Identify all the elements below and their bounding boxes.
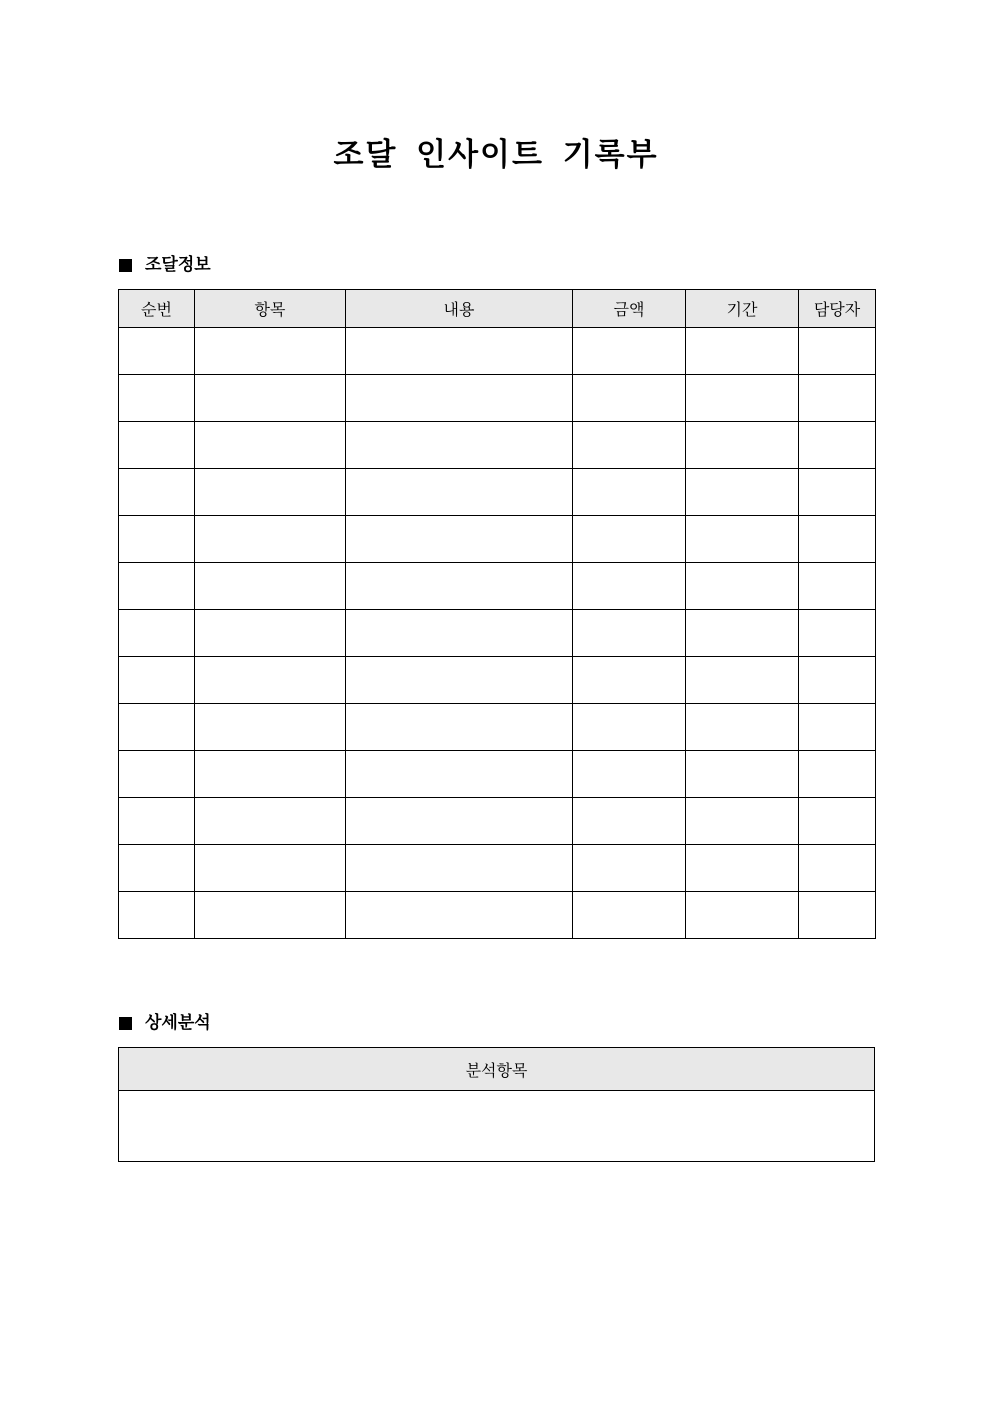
cell-period[interactable] (686, 845, 799, 892)
square-bullet-icon (119, 1017, 132, 1030)
cell-item[interactable] (195, 892, 346, 939)
column-header-item: 항목 (195, 290, 346, 328)
cell-number[interactable] (119, 610, 195, 657)
cell-manager[interactable] (799, 751, 876, 798)
table-row (119, 1091, 875, 1162)
cell-content[interactable] (346, 845, 573, 892)
cell-period[interactable] (686, 892, 799, 939)
cell-period[interactable] (686, 704, 799, 751)
detail-analysis-table (118, 1047, 875, 1162)
cell-item[interactable] (195, 751, 346, 798)
cell-amount[interactable] (573, 422, 686, 469)
table-row (119, 422, 876, 469)
cell-manager[interactable] (799, 516, 876, 563)
cell-amount[interactable] (573, 328, 686, 375)
cell-amount[interactable] (573, 751, 686, 798)
table-header-row (119, 1048, 875, 1091)
cell-number[interactable] (119, 563, 195, 610)
table-row (119, 892, 876, 939)
cell-item[interactable] (195, 328, 346, 375)
cell-amount[interactable] (573, 657, 686, 704)
cell-amount[interactable] (573, 375, 686, 422)
procurement-info-body (119, 328, 876, 939)
cell-manager[interactable] (799, 704, 876, 751)
cell-content[interactable] (346, 422, 573, 469)
cell-period[interactable] (686, 469, 799, 516)
cell-number[interactable] (119, 751, 195, 798)
cell-number[interactable] (119, 892, 195, 939)
cell-period[interactable] (686, 563, 799, 610)
cell-manager[interactable] (799, 328, 876, 375)
procurement-info-table (118, 289, 876, 939)
cell-item[interactable] (195, 469, 346, 516)
cell-content[interactable] (346, 516, 573, 563)
cell-period[interactable] (686, 610, 799, 657)
cell-amount[interactable] (573, 845, 686, 892)
cell-item[interactable] (195, 422, 346, 469)
cell-manager[interactable] (799, 422, 876, 469)
cell-amount[interactable] (573, 516, 686, 563)
cell-item[interactable] (195, 657, 346, 704)
cell-period[interactable] (686, 516, 799, 563)
cell-manager[interactable] (799, 375, 876, 422)
cell-content[interactable] (346, 469, 573, 516)
table-row (119, 610, 876, 657)
column-header-analysis-item: 분석항목 (119, 1048, 875, 1091)
cell-manager[interactable] (799, 469, 876, 516)
cell-content[interactable] (346, 751, 573, 798)
table-row (119, 751, 876, 798)
cell-period[interactable] (686, 657, 799, 704)
column-header-amount: 금액 (573, 290, 686, 328)
column-header-number: 순번 (119, 290, 195, 328)
cell-item[interactable] (195, 704, 346, 751)
cell-manager[interactable] (799, 845, 876, 892)
column-header-period: 기간 (686, 290, 799, 328)
cell-item[interactable] (195, 375, 346, 422)
cell-amount[interactable] (573, 798, 686, 845)
cell-content[interactable] (346, 328, 573, 375)
cell-content[interactable] (346, 657, 573, 704)
table-row (119, 328, 876, 375)
table-row (119, 469, 876, 516)
table-row (119, 516, 876, 563)
cell-number[interactable] (119, 375, 195, 422)
cell-period[interactable] (686, 798, 799, 845)
cell-item[interactable] (195, 516, 346, 563)
cell-item[interactable] (195, 610, 346, 657)
square-bullet-icon (119, 259, 132, 272)
cell-number[interactable] (119, 422, 195, 469)
cell-number[interactable] (119, 704, 195, 751)
table-row (119, 563, 876, 610)
cell-content[interactable] (346, 704, 573, 751)
column-header-content: 내용 (346, 290, 573, 328)
cell-amount[interactable] (573, 469, 686, 516)
cell-manager[interactable] (799, 563, 876, 610)
cell-content[interactable] (346, 610, 573, 657)
table-row (119, 657, 876, 704)
cell-item[interactable] (195, 563, 346, 610)
cell-manager[interactable] (799, 798, 876, 845)
section-heading-label: 상세분석 (145, 1013, 211, 1033)
cell-item[interactable] (195, 845, 346, 892)
section-heading-procurement (119, 254, 211, 276)
cell-amount[interactable] (573, 704, 686, 751)
cell-amount[interactable] (573, 563, 686, 610)
cell-content[interactable] (346, 798, 573, 845)
cell-period[interactable] (686, 422, 799, 469)
table-row (119, 375, 876, 422)
cell-number[interactable] (119, 657, 195, 704)
cell-item[interactable] (195, 798, 346, 845)
table-row (119, 798, 876, 845)
page-title: 조달 인사이트 기록부 (333, 137, 659, 173)
cell-manager[interactable] (799, 657, 876, 704)
cell-number[interactable] (119, 469, 195, 516)
cell-content[interactable] (346, 563, 573, 610)
section-heading-label: 조달정보 (145, 255, 211, 275)
cell-manager[interactable] (799, 892, 876, 939)
analysis-content-cell[interactable] (119, 1091, 875, 1162)
cell-number[interactable] (119, 328, 195, 375)
cell-content[interactable] (346, 892, 573, 939)
cell-period[interactable] (686, 375, 799, 422)
table-row (119, 704, 876, 751)
cell-amount[interactable] (573, 610, 686, 657)
section-heading-analysis (119, 1012, 211, 1034)
cell-number[interactable] (119, 798, 195, 845)
cell-amount[interactable] (573, 892, 686, 939)
cell-number[interactable] (119, 516, 195, 563)
cell-period[interactable] (686, 751, 799, 798)
cell-content[interactable] (346, 375, 573, 422)
column-header-manager: 담당자 (799, 290, 876, 328)
cell-period[interactable] (686, 328, 799, 375)
cell-manager[interactable] (799, 610, 876, 657)
table-header-row (119, 290, 876, 328)
table-row (119, 845, 876, 892)
cell-number[interactable] (119, 845, 195, 892)
